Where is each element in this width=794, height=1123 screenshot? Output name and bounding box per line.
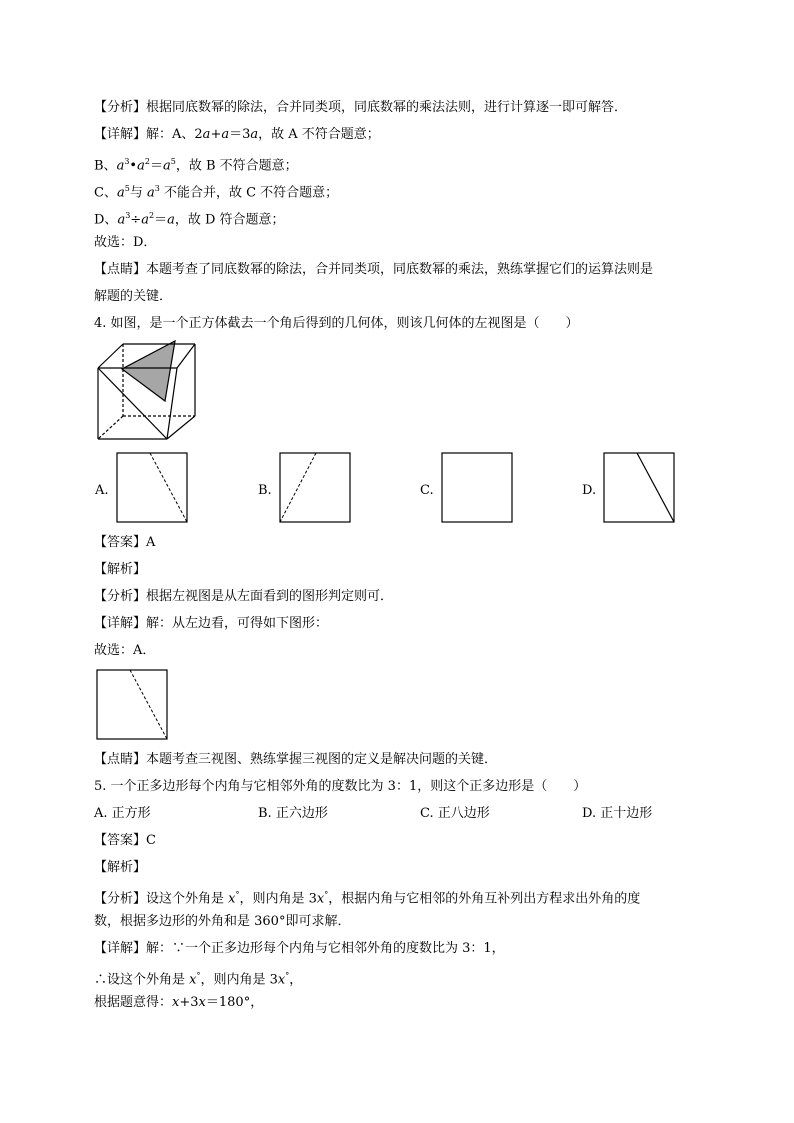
detail-line-b (94, 153, 298, 175)
var: a (117, 212, 126, 228)
analysis-line: 【分析】根据左视图是从左面看到的图形判定则可． (94, 589, 394, 604)
exponent: 2 (148, 211, 155, 220)
analysis-line: 【分析】根据同底数幂的除法，合并同类项，同底数幂的乘法法则，进行计算逐一即可解答． (94, 100, 628, 115)
text: ÷ (130, 212, 142, 228)
analysis-heading: 【解析】 (94, 860, 147, 875)
var: a (141, 212, 149, 228)
text: 根据题意得： (94, 995, 173, 1010)
option-c-label: C. (420, 483, 434, 498)
q5-option-a: A. 正方形 (94, 806, 151, 821)
exponent: 3 (154, 184, 160, 193)
var: a (146, 185, 155, 201)
exponent: 5 (124, 184, 130, 193)
text: + (210, 127, 222, 142)
analysis-line (94, 886, 640, 908)
text: ，则内角是 3 (239, 891, 317, 907)
var: x (198, 995, 206, 1010)
analysis-heading: 【解析】 (94, 562, 147, 577)
text: ， (289, 972, 303, 988)
text: ＝ (149, 158, 163, 174)
option-c-figure (441, 452, 515, 524)
detail-line: 【详解】解：∵一个正多边形每个内角与它相邻外角的度数比为 3：1， (94, 941, 505, 956)
option-d-label: D. (582, 483, 597, 498)
text: ＝180°， (205, 995, 264, 1010)
text: ，故 B 不符合题意； (175, 158, 298, 174)
text: ，故 D 符合题意； (174, 212, 285, 228)
exponent: 3 (125, 211, 131, 220)
text: 不能合并，故 C 不符合题意； (159, 185, 339, 201)
text: D、 (94, 212, 118, 228)
var: x (277, 972, 286, 988)
q5-option-d: D. 正十边形 (582, 806, 653, 821)
degree: ° (235, 890, 240, 899)
exponent: 2 (144, 157, 150, 166)
exponent: 3 (124, 157, 130, 166)
q5-option-c: C. 正八边形 (420, 806, 490, 821)
choice-line: 故选：D． (94, 235, 157, 250)
option-b-label: B. (258, 483, 272, 498)
comment-line-cont: 解题的关键． (94, 289, 173, 304)
var: x (316, 891, 325, 907)
text: +3 (179, 995, 199, 1010)
text: 【分析】设这个外角是 (94, 891, 229, 907)
text: ∴设这个外角是 (94, 972, 190, 988)
var: x (189, 972, 197, 988)
var: a (116, 185, 125, 201)
var: x (172, 995, 180, 1010)
degree: ° (285, 971, 290, 980)
choice-line: 故选：A． (94, 643, 156, 658)
option-b-figure (279, 452, 353, 524)
detail-line-d (94, 207, 285, 229)
detail-line-a (94, 126, 380, 144)
text: ＝3 (229, 127, 251, 142)
detail-line-2 (94, 967, 302, 989)
var: a (250, 127, 259, 142)
detail-line-3 (94, 994, 263, 1012)
text: • (129, 158, 138, 174)
var: a (116, 158, 125, 174)
option-d-figure (603, 452, 677, 524)
text: ，根据内角与它相邻的外角互补列出方程求出外角的度 (328, 891, 641, 907)
solution-left-view-figure (96, 669, 170, 741)
var: a (167, 212, 175, 228)
option-a-label: A. (95, 483, 109, 498)
cut-face (122, 341, 175, 401)
exponent: 5 (170, 157, 176, 166)
var: a (202, 127, 211, 142)
comment-line: 【点睛】本题考查了同底数幂的除法，合并同类项，同底数幂的乘法，熟练掌握它们的运算法则是 (94, 262, 654, 277)
answer-line: 【答案】A (94, 535, 156, 550)
text: C、 (94, 185, 117, 201)
text: ，则内角是 3 (200, 972, 278, 988)
degree: ° (196, 971, 201, 980)
text: B、 (94, 158, 117, 174)
question-4: 4. 如图，是一个正方体截去一个角后得到的几何体，则该几何体的左视图是（ ） (94, 316, 579, 331)
detail-line-c (94, 180, 338, 202)
analysis-line-cont: 数，根据多边形的外角和是 360°即可求解． (94, 914, 351, 929)
comment-line: 【点睛】本题考查三视图、熟练掌握三视图的定义是解决问题的关键． (94, 752, 498, 767)
var: x (228, 891, 236, 907)
var: a (162, 158, 171, 174)
text: ，故 A 不符合题意； (258, 127, 380, 142)
detail-line: 【详解】解：从左边看，可得如下图形： (94, 616, 329, 631)
cut-cube-figure (95, 340, 199, 442)
answer-line: 【答案】C (94, 833, 156, 848)
text: 与 (129, 185, 147, 201)
q5-option-b: B. 正六边形 (258, 806, 328, 821)
question-5: 5. 一个正多边形每个内角与它相邻外角的度数比为 3：1，则这个正多边形是（ ） (94, 779, 587, 794)
degree: ° (324, 890, 329, 899)
var: a (221, 127, 230, 142)
var: a (137, 158, 145, 174)
text: ＝ (154, 212, 168, 228)
text: 【详解】解：A、2 (94, 127, 203, 142)
option-a-figure (116, 452, 190, 524)
